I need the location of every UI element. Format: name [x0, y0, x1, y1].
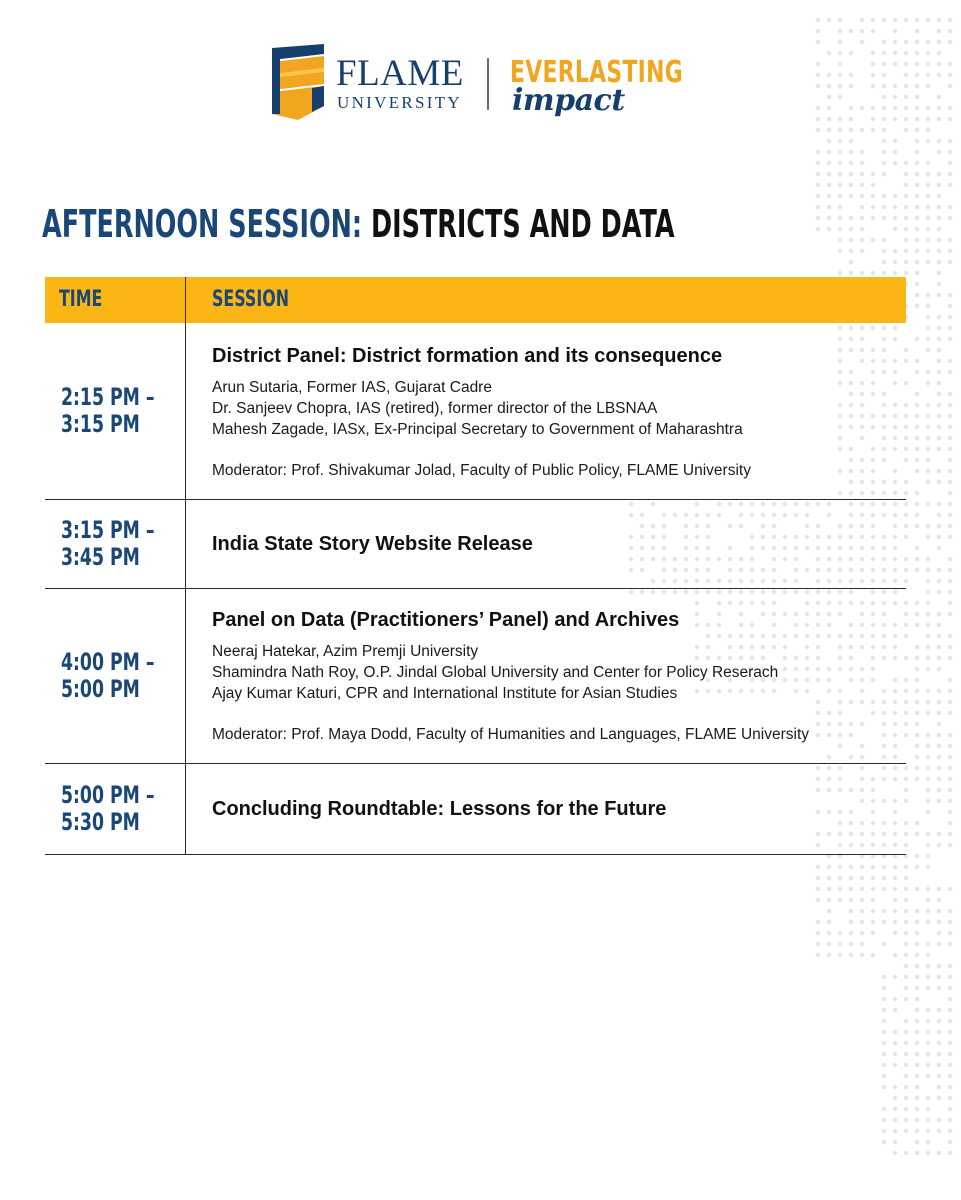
- time-start: 5:00 PM –: [61, 781, 155, 809]
- tagline-top: EVERLASTING: [510, 55, 684, 90]
- time-end: 5:30 PM: [61, 808, 140, 836]
- time-end: 3:15 PM: [61, 410, 140, 438]
- time-end: 5:00 PM: [61, 675, 140, 703]
- time-cell: [61, 782, 191, 836]
- table-row: [45, 764, 906, 855]
- schedule-table: [45, 277, 906, 855]
- header-divider: [185, 277, 186, 323]
- speaker: Shamindra Nath Roy, O.P. Jindal Global University and Center for Policy Reserach: [212, 664, 779, 681]
- session-title: Panel on Data (Practitioners’ Panel) and Archives: [212, 609, 680, 631]
- session-column-header: SESSION: [212, 287, 289, 312]
- tagline-bottom: impact: [512, 83, 625, 118]
- speaker-list: [212, 641, 906, 745]
- session-cell: [212, 344, 906, 481]
- time-start: 4:00 PM –: [61, 648, 155, 676]
- speaker: Arun Sutaria, Former IAS, Gujarat Cadre: [212, 379, 492, 396]
- table-row: [45, 589, 906, 764]
- time-start: 2:15 PM –: [61, 383, 155, 411]
- speaker-list: [212, 377, 906, 481]
- session-title: India State Story Website Release: [212, 533, 533, 555]
- time-end: 3:45 PM: [61, 543, 140, 571]
- time-cell: [61, 649, 191, 703]
- time-start: 3:15 PM –: [61, 516, 155, 544]
- session-title: Concluding Roundtable: Lessons for the Future: [212, 798, 667, 820]
- moderator: Moderator: Prof. Shivakumar Jolad, Faculty of Public Policy, FLAME University: [212, 462, 751, 479]
- session-cell: [212, 608, 906, 745]
- session-cell: [212, 532, 906, 556]
- event-logo: [272, 44, 692, 124]
- speaker: Mahesh Zagade, IASx, Ex-Principal Secretary to Government of Maharashtra: [212, 421, 743, 438]
- university-subtitle: UNIVERSITY: [337, 93, 462, 112]
- speaker: Neeraj Hatekar, Azim Premji University: [212, 643, 479, 660]
- session-title: District Panel: District formation and its consequence: [212, 345, 723, 367]
- time-cell: [61, 384, 191, 438]
- table-header: [45, 277, 906, 323]
- logo-divider: [487, 58, 489, 110]
- university-name: FLAME: [336, 53, 464, 94]
- moderator: Moderator: Prof. Maya Dodd, Faculty of Humanities and Languages, FLAME University: [212, 726, 810, 743]
- time-cell: [61, 517, 191, 571]
- speaker: Dr. Sanjeev Chopra, IAS (retired), former director of the LBSNAA: [212, 400, 658, 417]
- table-row: [45, 323, 906, 500]
- page-title-main: DISTRICTS AND DATA: [370, 202, 675, 246]
- page-title: [42, 204, 675, 244]
- page-title-prefix: AFTERNOON SESSION:: [42, 202, 363, 246]
- table-row: [45, 500, 906, 589]
- time-column-header: TIME: [59, 287, 103, 312]
- flame-shield-icon: [272, 44, 328, 120]
- speaker: Ajay Kumar Katuri, CPR and International Institute for Asian Studies: [212, 685, 678, 702]
- session-cell: [212, 797, 906, 821]
